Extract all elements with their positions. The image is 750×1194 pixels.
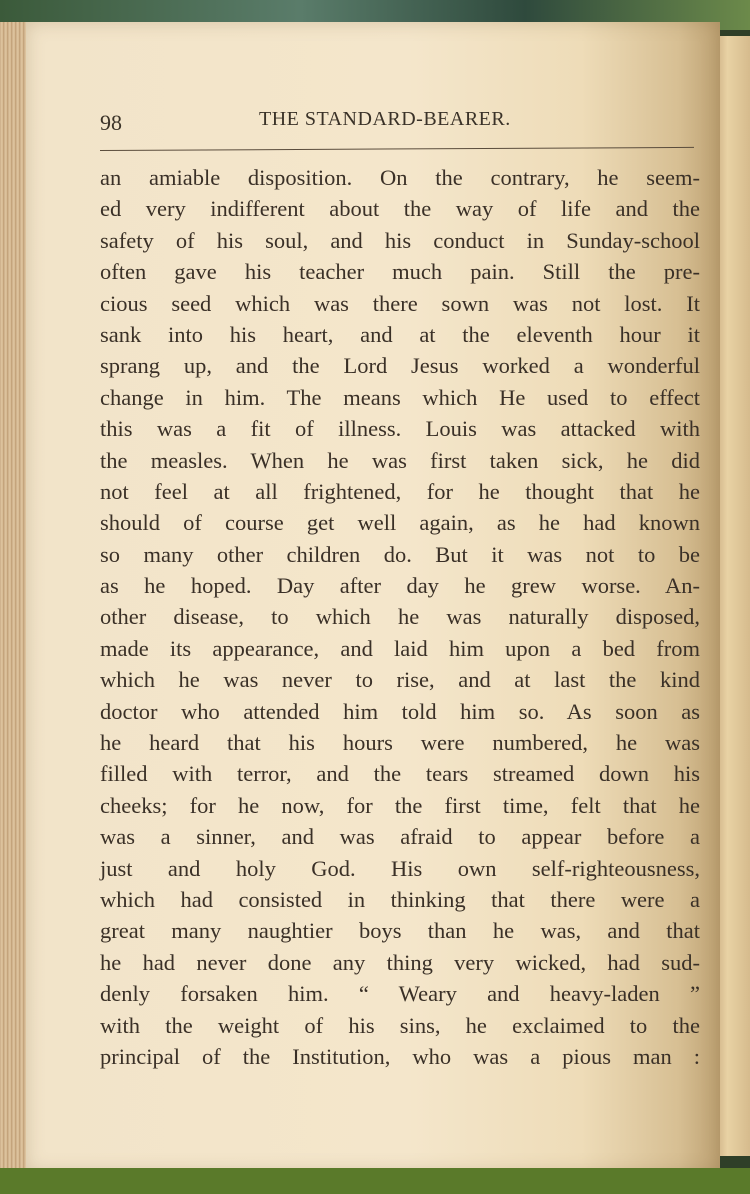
text-line: not feel at all frightened, for he thought that he [100,478,700,504]
page-number: 98 [100,110,122,135]
text-line: change in him. The means which He used to effect [100,384,700,410]
text-line: other disease, to which he was naturally disposed, [100,604,700,630]
text-line: was a sinner, and was afraid to appear before a [100,824,700,850]
backdrop-bottom [0,1168,750,1194]
text-line: which had consisted in thinking that there were a [100,886,700,912]
text-line: great many naughtier boys than he was, and that [100,918,700,944]
text-line: made its appearance, and laid him upon a bed from [100,635,700,661]
header-rule [100,147,694,151]
text-line: safety of his soul, and his conduct in Sunday-school [100,227,700,253]
book-page [26,22,720,1172]
text-line: he had never done any thing very wicked, had sud- [100,949,700,975]
text-line: doctor who attended him told him so. As soon as [100,698,700,724]
text-line: ed very indifferent about the way of life and the [100,196,700,222]
text-line: cheeks; for he now, for the first time, felt that he [100,792,700,818]
text-line: often gave his teacher much pain. Still the pre- [100,259,700,285]
text-line: principal of the Institution, who was a pious man : [100,1043,700,1069]
running-head: THE STANDARD-BEARER. [259,108,511,130]
text-line: the measles. When he was first taken sick, he did [100,447,700,473]
body-text [100,162,700,1072]
text-line: just and holy God. His own self-righteousness, [100,855,700,881]
text-line: he heard that his hours were numbered, he was [100,730,700,756]
text-line: cious seed which was there sown was not lost. It [100,290,700,316]
text-line: which he was never to rise, and at last the kind [100,667,700,693]
text-line: as he hoped. Day after day he grew worse. An- [100,573,700,599]
text-line: with the weight of his sins, he exclaimed to the [100,1012,700,1038]
text-line: an amiable disposition. On the contrary, he seem- [100,165,700,190]
text-line: should of course get well again, as he had known [100,510,700,536]
text-line: so many other children do. But it was not to be [100,541,700,567]
text-line: sank into his heart, and at the eleventh hour it [100,321,700,347]
text-line: denly forsaken him. “ Weary and heavy-laden ” [100,981,700,1007]
text-line: this was a fit of illness. Louis was attacked with [100,416,700,442]
text-line: filled with terror, and the tears streamed down his [100,761,700,787]
text-line: sprang up, and the Lord Jesus worked a wonderful [100,353,700,379]
